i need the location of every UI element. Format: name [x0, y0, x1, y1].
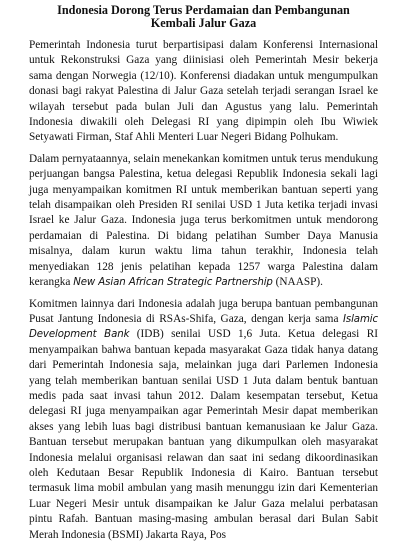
paragraph-2-text-b: (NAASP). — [272, 276, 324, 289]
paragraph-3-text-b: (IDB) senilai USD 1,6 Juta. Ketua delegasi RI menyampaikan bahwa bantuan kepada masyarakat Gaza tidak hanya datang dari Pemerintah Indonesia saja, melainkan juga dari Parlemen Indonesia yang telah memberikan bantuan senilai USD 1 Juta dalam bentuk bantuan medis pada saat invasi tahun 2012. Dalam kesempatan tersebut, Ketua delegasi RI juga menyampaikan agar Pemerintah Mesir dapat memberikan akses yang lebih luas bagi distribusi bantuan kemanusiaan ke Jalur Gaza. Bantuan tersebut merupakan bantuan yang dikumpulkan oleh masyarakat Indonesia melalui organisasi relawan dan saat ini sedang dikoordinasikan oleh Kedutaan Besar Republik Indonesia di Kairo. Bantuan tersebut termasuk lima mobil ambulan yang masih menunggu izin dari Kementerian Luar Negeri Mesir untuk disampaikan ke Jalur Gaza melalui perbatasan pintu Rafah. Bantuan masing-masing ambulan berasal dari Bulan Sabit Merah Indonesia (BSMI) Jakarta Raya, Pos — [29, 328, 378, 541]
paragraph-3-text-a: Komitmen lainnya dari Indonesia adalah juga berupa bantuan pembangunan Pusat Jantung Indonesia di RSAs-Shifa, Gaza, dengan kerja sama — [29, 297, 378, 325]
article-title: Indonesia Dorong Terus Perdamaian dan Pembangunan Kembali Jalur Gaza — [57, 3, 350, 30]
paragraph-2-italic-term: New Asian African Strategic Partnership — [73, 277, 273, 289]
paragraph-2-text-a: Dalam pernyataannya, selain menekankan komitmen untuk terus mendukung perjuangan bangsa Palestina, ketua delegasi Republik Indonesia sekali lagi juga menyampaikan komitmen RI untuk memberikan bantuan seperti yang telah disampaikan oleh Presiden RI senilai USD 1 Juta ketika terjadi invasi Israel ke Jalur Gaza. Indonesia juga terus berkomitmen untuk mendorong perdamaian di Palestina. Di bidang pelatihan Sumber Daya Manusia misalnya, dalam kurun waktu lima tahun terakhir, Indonesia telah menyediakan 128 jenis pelatihan kepada 1257 warga Palestina dalam kerangka — [29, 152, 378, 289]
paragraph-3-italic-term: Islamic Development Bank — [29, 313, 378, 341]
paragraph-1: Pemerintah Indonesia turut berpartisipasi dalam Konferensi Internasional untuk Rekonstruksi Gaza yang diinisiasi oleh Pemerintah Mesir bekerja sama dengan Norwegia (12/10). Konferensi diadakan untuk mengumpulkan donasi bagi rakyat Palestina di Jalur Gaza setelah terjadi serangan Israel ke wilayah tersebut pada bulan Juli dan Agustus yang lalu. Pemerintah Indonesia diwakili oleh Delegasi RI yang dipimpin oleh Ibu Wiwiek Setyawati Firman, Staf Ahli Menteri Luar Negeri Bidang Polhukam. — [29, 39, 378, 144]
paragraph-3 — [29, 297, 378, 541]
paragraph-2 — [29, 152, 378, 291]
